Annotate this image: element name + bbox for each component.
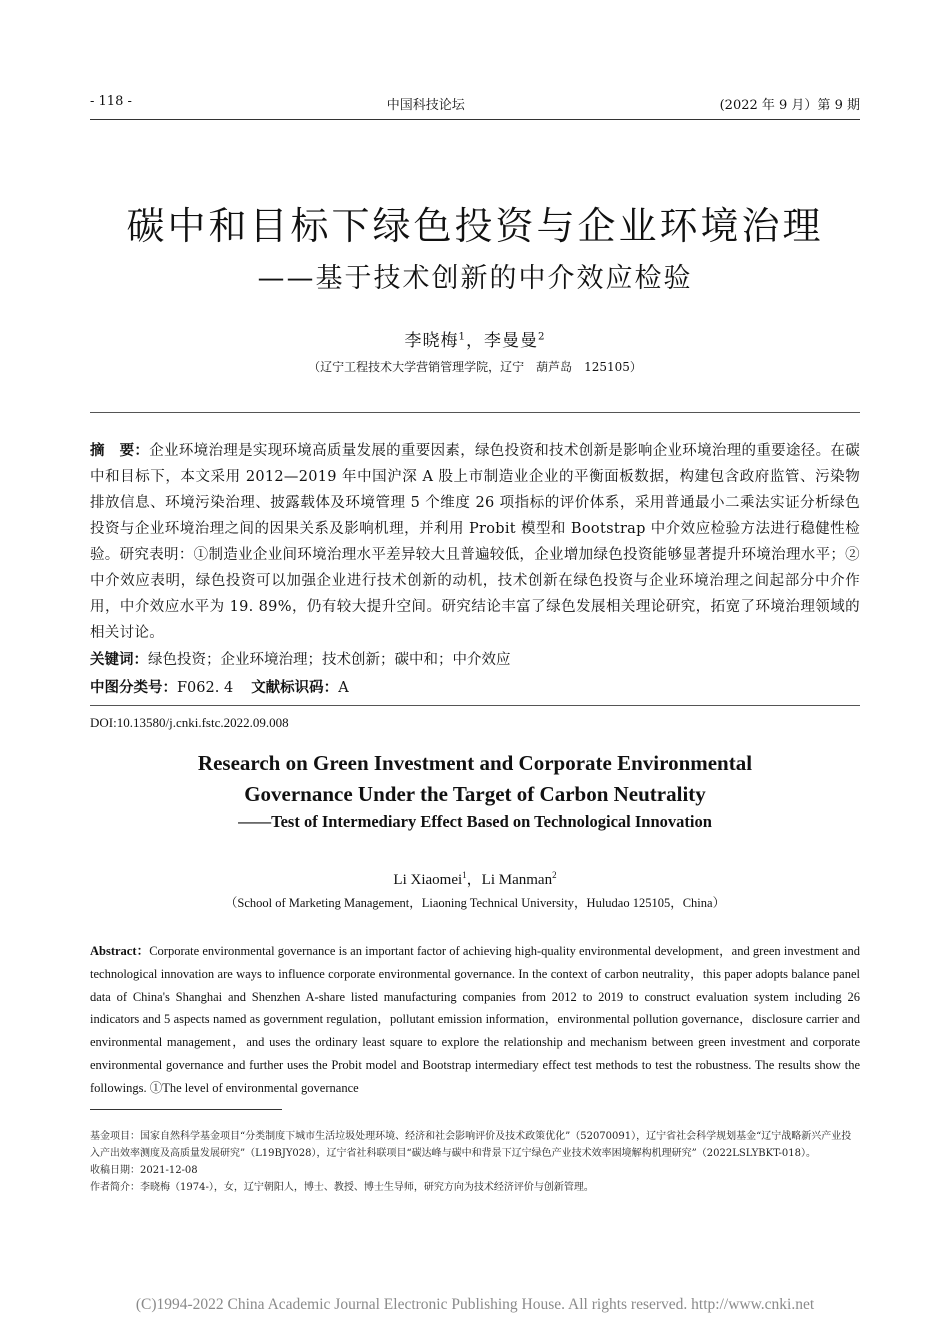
title-cn: 碳中和目标下绿色投资与企业环境治理 [126,204,824,248]
abstract-cn [90,438,860,646]
title-en-line-2: Governance Under the Target of Carbon Neutrality [244,782,706,806]
author-1-sup-en: 1 [462,870,467,880]
author-1-cn: 李晓梅 [404,331,459,351]
doi: DOI:10.13580/j.cnki.fstc.2022.09.008 [90,715,289,730]
header-rule [90,119,860,120]
author-1-sup-cn: 1 [458,331,466,343]
keywords-label: 关键词： [90,652,148,668]
author-separator-cn: ， [466,331,484,351]
doc-code-label: 文献标识码： [251,680,339,696]
subtitle-en: ——Test of Intermediary Effect Based on Technological Innovation [238,812,712,831]
author-2-en: Li Manman [481,872,553,888]
journal-name: 中国科技论坛 [386,98,465,113]
author-2-cn: 李曼曼 [484,331,538,351]
abstract-cn-text: 企业环境治理是实现环境高质量发展的重要因素，绿色投资和技术创新是影响企业环境治理的重要途径。在碳中和目标下，本文采用 2012—2019 年中国沪深 A 股上市制造业企业的平衡面板数据，构建包含政府监管、污染物排放信息、环境污染治理、披露载体及环境管理 5 个维度 26 项指标的评价体系，采用普通最小二乘法实证分析绿色投资与企业环境治理之间的因果关系及影响机理，并利用 Probit 模型和 Bootstrap 中介效应检验方法进行稳健性检验。研究表明：①制造业企业间环境治理水平差异较大且普遍较低，企业增加绿色投资能够显著提升环境治理水平；②中介效应表明，绿色投资可以加强企业进行技术创新的动机，技术创新在绿色投资与企业环境治理之间起部分中介作用，中介效应水平为 19. 89%，仍有较大提升空间。研究结论丰富了绿色发展相关理论研究，拓宽了环境治理领域的相关讨论。 [90,443,860,641]
footnote-funding: 基金项目：国家自然科学基金项目“分类制度下城市生活垃圾处理环境、经济和社会影响评价及技术政策优化”（52070091），辽宁省社会科学规划基金“辽宁战略新兴产业投入产出效率测度及高质量发展研究”（L19BJY028），辽宁省社科联项目“碳达峰与碳中和背景下辽宁绿色产业技术效率困境解构机理研究”（2022LSLYBKT-018）。 [90,1131,852,1159]
abstract-bottom-rule [90,705,860,706]
keywords-cn [90,648,860,669]
issue-info: (2022 年 9 月）第 9 期 [719,98,860,113]
affiliation-cn: （辽宁工程技术大学营销管理学院，辽宁 葫芦岛 125105） [308,360,642,374]
subtitle-cn: ——基于技术创新的中介效应检验 [257,263,693,294]
footnote-received: 收稿日期：2021-12-08 [90,1165,198,1176]
keywords-text: 绿色投资；企业环境治理；技术创新；碳中和；中介效应 [148,652,511,668]
classification-line [90,676,860,697]
abstract-en-text: Corporate environmental governance is an important factor of achieving high-quality environmental development，and green investment and technological innovation are ways to influence corporate environmental governance. In the context of carbon neutrality，this paper adopts balance panel data of China's Shanghai and Shenzhen A-share listed manufacturing companies from 2012 to 2019 to construct evaluation system including 26 indicators and 5 aspects named as government regulation，pollutant emission information，environmental pollution governance，disclosure carrier and environmental management，and uses the ordinary least square to explore the relationship and mechanism between green investment and corporate environmental governance and further uses the Probit model and Bootstrap intermediary effect test methods to test the robustness. The results show the followings. ①The level of environmental governance [90,944,860,1095]
clc-label: 中图分类号： [90,680,177,696]
doc-code-value: A [338,680,349,696]
abstract-en [90,940,860,1100]
affiliation-en: （School of Marketing Management，Liaoning Technical University，Huludao 125105，China） [224,896,726,910]
authors-en [90,868,860,889]
author-separator-en: ， [466,872,482,888]
footnote-rule [90,1109,282,1110]
author-1-en: Li Xiaomei [393,872,463,888]
copyright-watermark: (C)1994-2022 China Academic Journal Electronic Publishing House. All rights reserved. http://www.cnki.net [135,1296,815,1313]
clc-value: F062. 4 [177,680,234,696]
author-2-sup-cn: 2 [538,331,546,343]
abstract-cn-label: 摘 要： [90,443,150,459]
page-number: - 118 - [90,94,132,109]
title-en [90,748,860,810]
abstract-en-label: Abstract： [90,944,150,958]
running-head [90,94,860,113]
author-2-sup-en: 2 [552,870,557,880]
authors-cn [90,326,860,351]
footnote-author-bio: 作者简介：李晓梅（1974-），女，辽宁朝阳人，博士、教授、博士生导师，研究方向为技术经济评价与创新管理。 [90,1182,594,1193]
footnotes [90,1128,860,1196]
title-en-line-1: Research on Green Investment and Corporate Environmental [197,751,753,775]
abstract-top-rule [90,412,860,413]
